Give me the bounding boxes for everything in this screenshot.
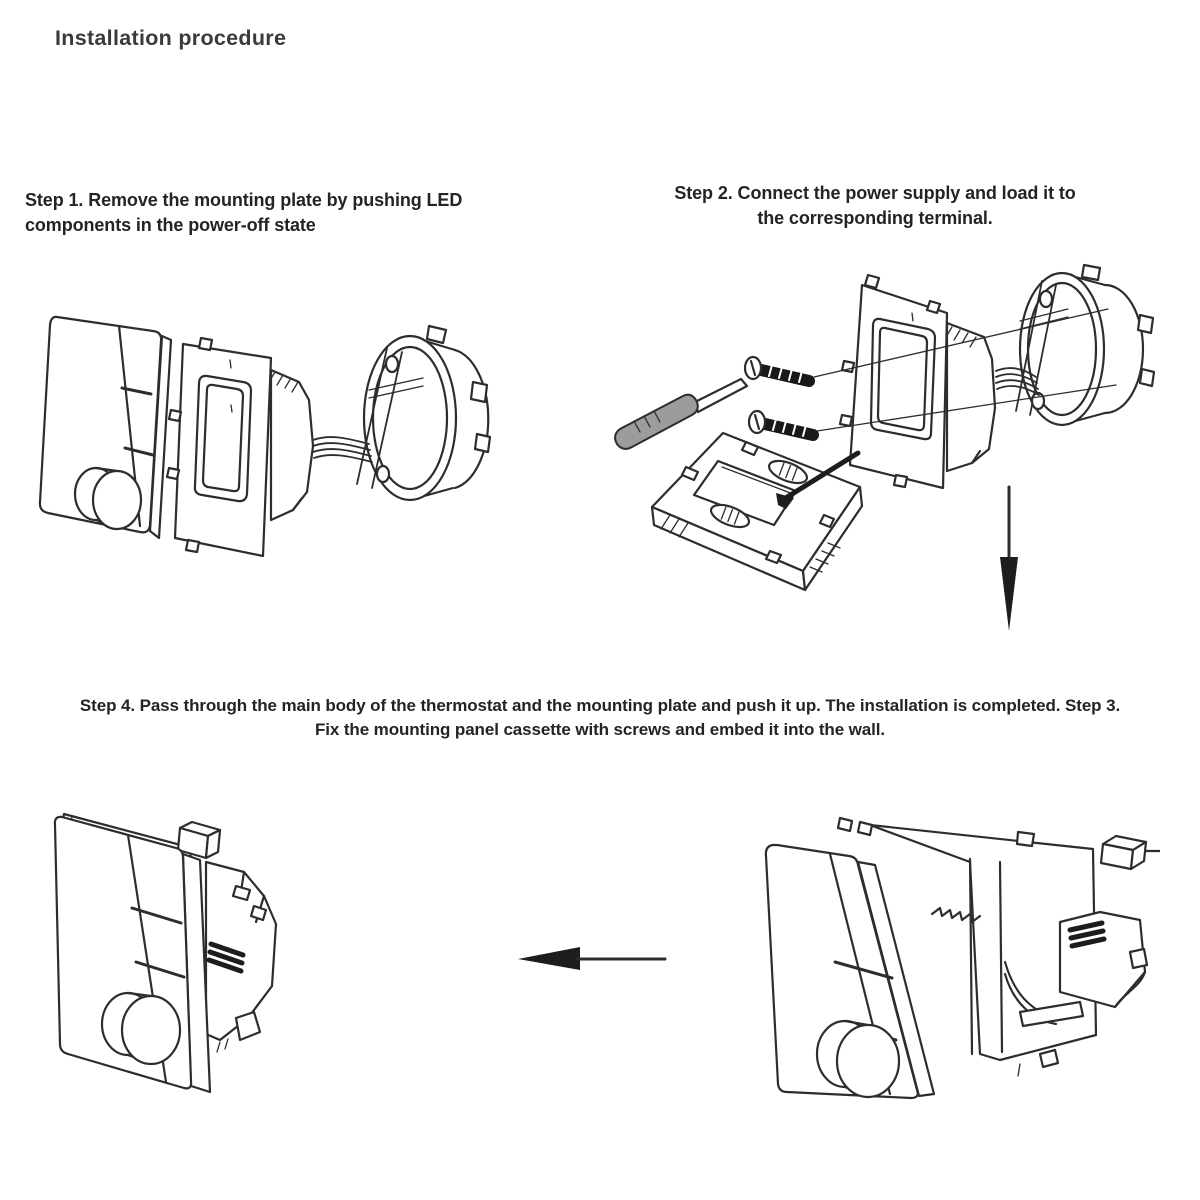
mounted-module <box>1060 912 1147 1007</box>
step1-caption-line1: Step 1. Remove the mounting plate by pushing LED <box>25 190 463 210</box>
plate-top-notch <box>1017 832 1034 846</box>
module-foot <box>236 1012 260 1040</box>
step3-4-caption <box>15 694 1185 742</box>
box-top-tab <box>1082 265 1100 280</box>
box-side-clip <box>471 382 487 402</box>
push-on-thermostat-illustration <box>500 802 1160 1122</box>
left-arrow-icon <box>518 947 665 970</box>
module-clip <box>1130 949 1147 968</box>
step2-wiring-illustration <box>600 253 1180 653</box>
top-tab <box>1101 836 1160 869</box>
assembled-thermostat-illustration <box>40 802 320 1122</box>
down-arrow-icon <box>1000 487 1018 631</box>
thermostat-module <box>269 370 313 520</box>
dial-knob <box>93 471 141 529</box>
junction-box <box>357 326 490 500</box>
step1-caption-line2: components in the power-off state <box>25 215 316 235</box>
dial-knob <box>837 1025 899 1097</box>
page-title: Installation procedure <box>55 26 287 50</box>
box-screw-boss <box>386 356 398 372</box>
box-side-clip <box>475 434 490 452</box>
thermostat-front-panel <box>40 317 171 538</box>
mounting-plate <box>167 338 271 556</box>
screw-icon <box>745 357 809 382</box>
box-screw-boss <box>377 466 389 482</box>
step2-caption-line1: Step 2. Connect the power supply and load it to <box>674 183 1076 203</box>
plate-clips <box>838 818 872 835</box>
step1-exploded-view-illustration <box>25 298 495 608</box>
thermostat-front-panel <box>55 817 210 1092</box>
screw-icon <box>749 411 813 436</box>
junction-box <box>1016 265 1154 425</box>
screwdriver-shaft <box>693 379 747 412</box>
step3-4-caption-line1: Step 4. Pass through the main body of the thermostat and the mounting plate and push it up. The installation is completed. Step 3. <box>79 696 1121 715</box>
box-screw-boss <box>1040 291 1052 307</box>
mounting-panel-cassette <box>652 433 862 590</box>
step3-4-caption-line2: Fix the mounting panel cassette with screws and embed it into the wall. <box>314 720 886 739</box>
box-top-tab <box>427 326 446 343</box>
thermostat-front-panel <box>766 845 934 1098</box>
step2-caption-line2: the corresponding terminal. <box>757 208 993 228</box>
dial-knob <box>122 996 180 1064</box>
mounted-module <box>206 862 276 1052</box>
screwdriver-handle <box>615 395 698 449</box>
step2-caption <box>630 181 1120 231</box>
step1-caption <box>25 188 515 238</box>
top-tab <box>178 822 220 858</box>
box-side-clip <box>1138 315 1154 386</box>
plate-bottom-tab <box>1040 1050 1058 1067</box>
